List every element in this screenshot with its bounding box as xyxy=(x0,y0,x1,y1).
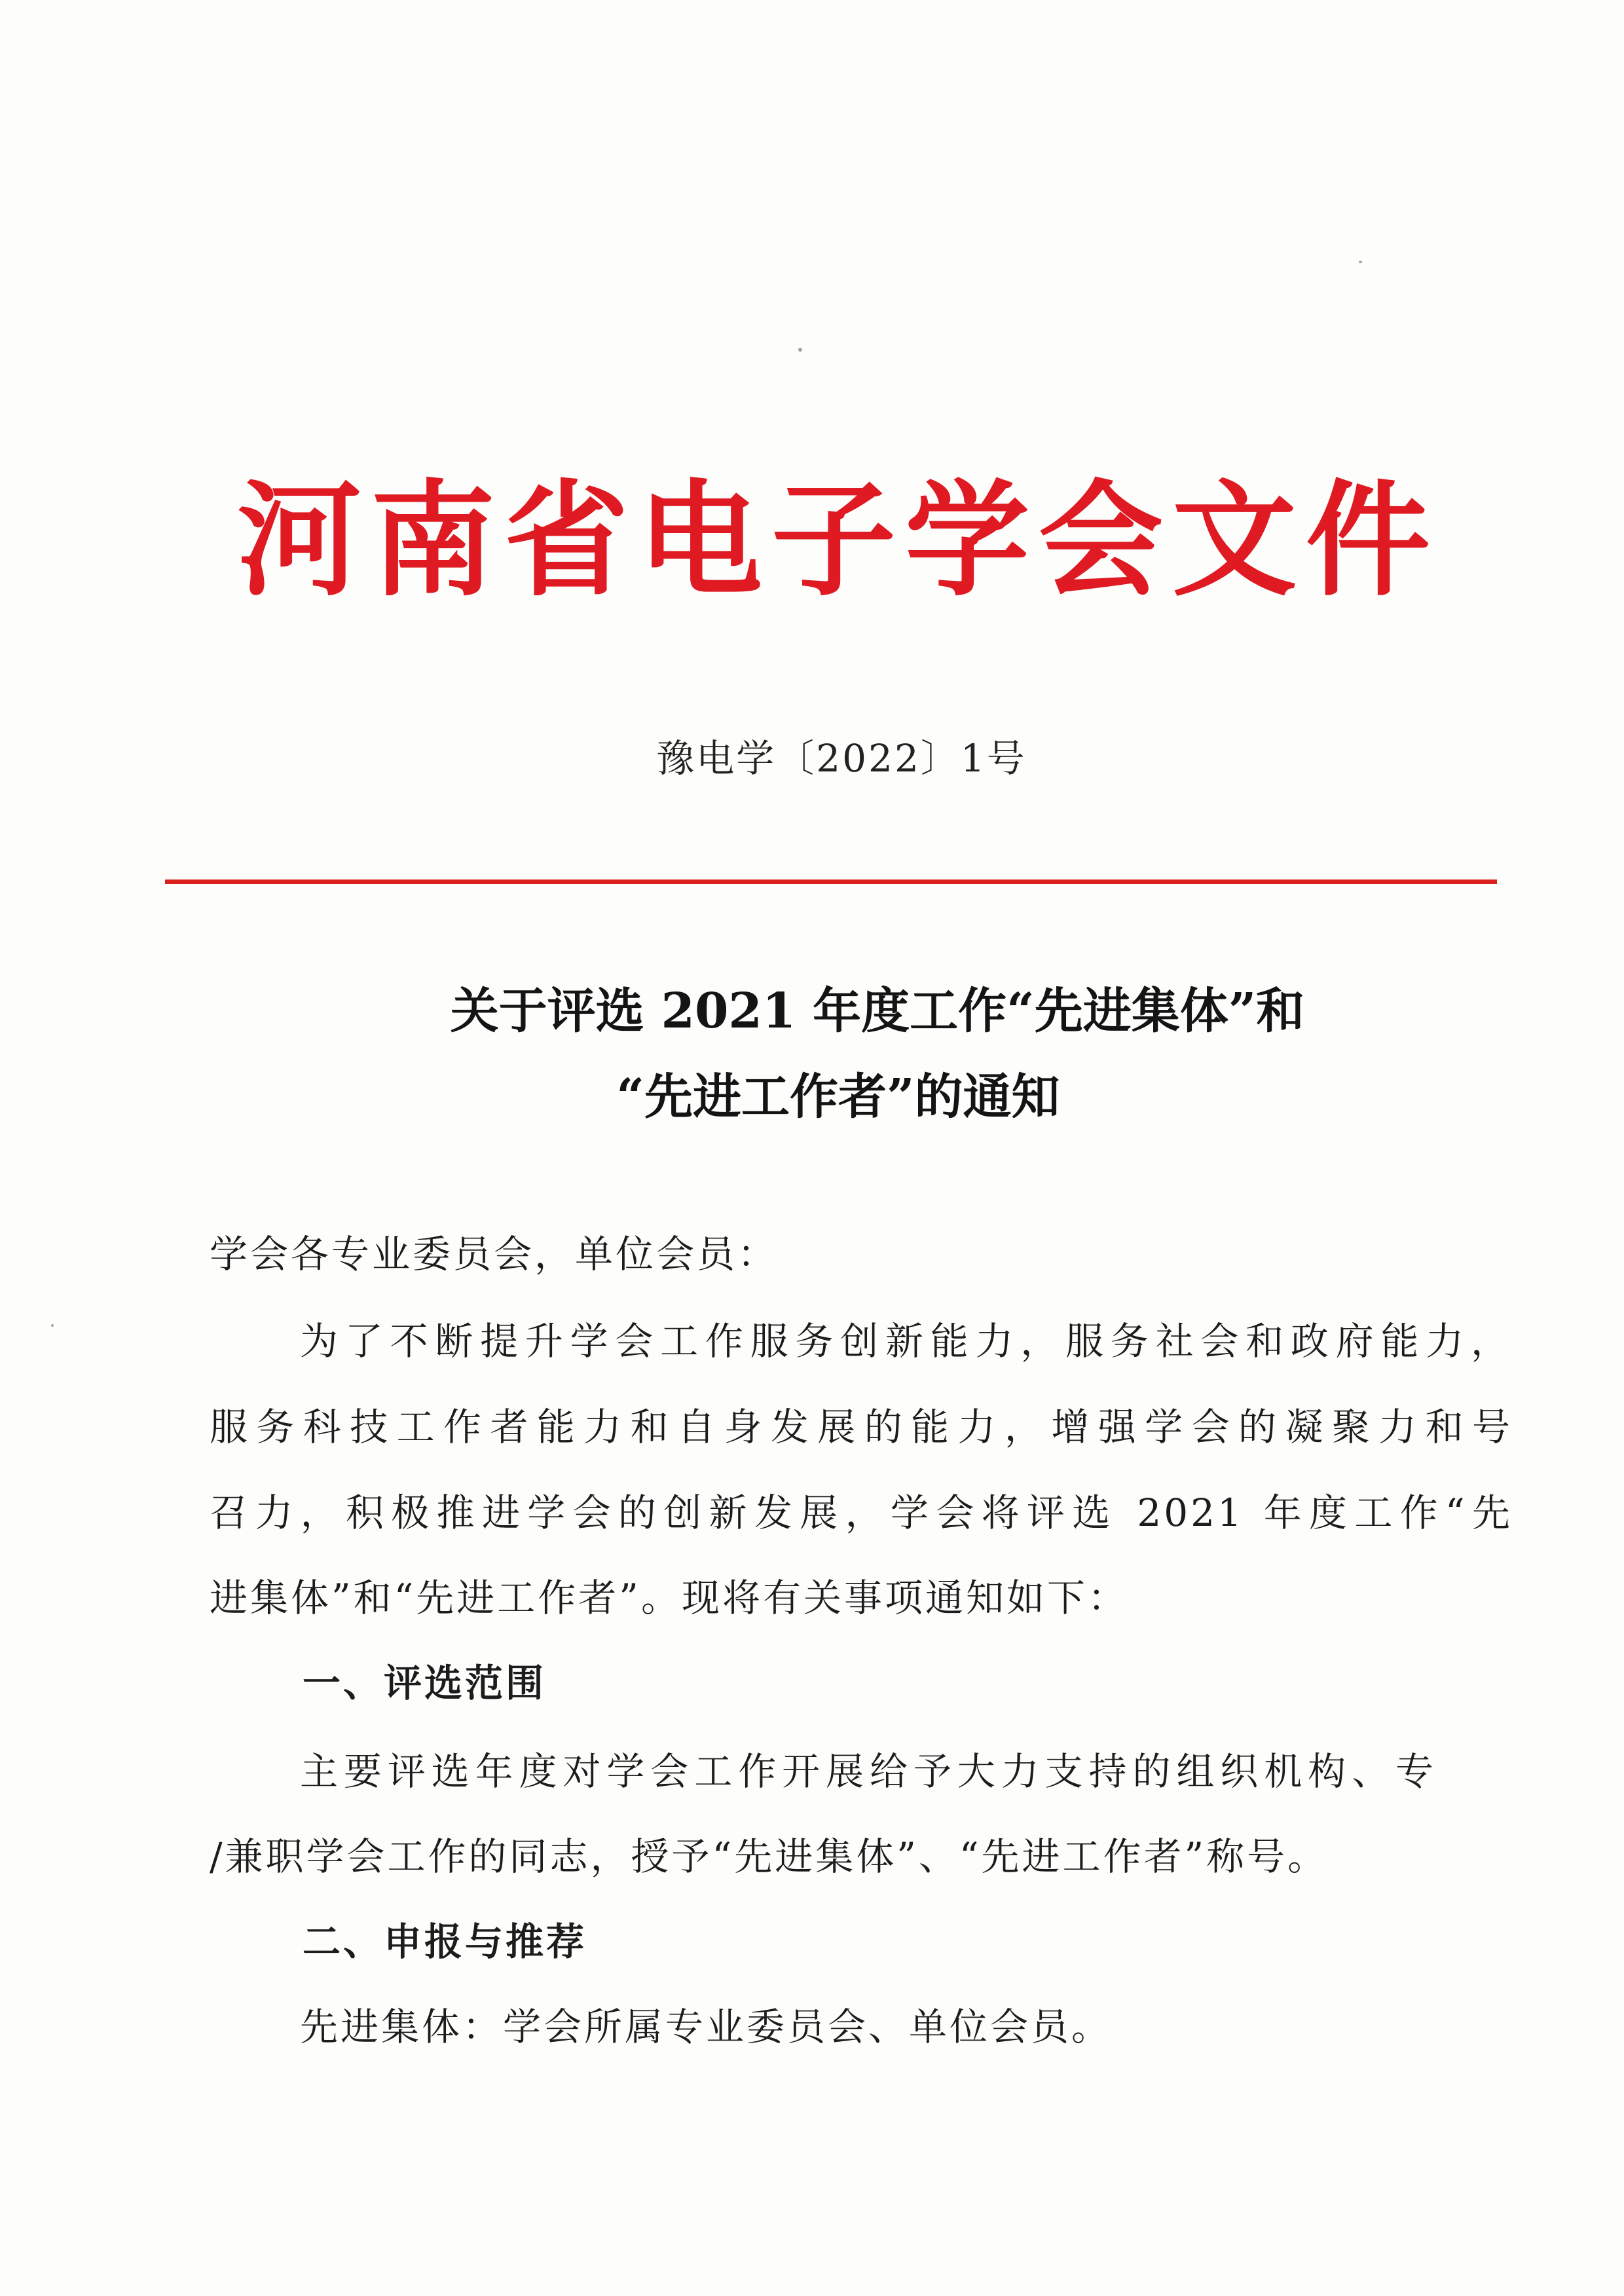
paragraph-line: 为了不断提升学会工作服务创新能力，服务社会和政府能力， xyxy=(300,1319,1511,1363)
paragraph-line: 进集体”和“先进工作者”。现将有关事项通知如下： xyxy=(210,1576,1128,1620)
paragraph-line: 服务科技工作者能力和自身发展的能力，增强学会的凝聚力和号 xyxy=(210,1405,1513,1449)
scan-speck xyxy=(51,1324,54,1327)
section-heading: 一、评选范围 xyxy=(303,1661,547,1705)
paragraph-line: 先进集体：学会所属专业委员会、单位会员。 xyxy=(300,2005,1113,2049)
document-number: 豫电学〔2022〕1号 xyxy=(656,736,1027,781)
notice-title-line-2: “先进工作者”的通知 xyxy=(616,1069,1060,1125)
section-heading: 二、申报与推荐 xyxy=(303,1919,587,1964)
notice-title-line-1: 关于评选 2021 年度工作“先进集体”和 xyxy=(450,983,1305,1039)
document-header-title: 河南省电子学会文件 xyxy=(236,467,1439,613)
scan-speck xyxy=(798,348,802,352)
paragraph-line: 召力，积极推进学会的创新发展，学会将评选 2021 年度工作“先 xyxy=(210,1491,1513,1535)
paragraph-line: /兼职学会工作的同志，授予“先进集体”、“先进工作者”称号。 xyxy=(210,1834,1329,1879)
paragraph-line: 主要评选年度对学会工作开展给予大力支持的组织机构、专 xyxy=(300,1749,1436,1794)
red-separator-line xyxy=(165,880,1497,884)
scan-speck xyxy=(1359,261,1362,263)
salutation: 学会各专业委员会，单位会员： xyxy=(210,1232,779,1276)
